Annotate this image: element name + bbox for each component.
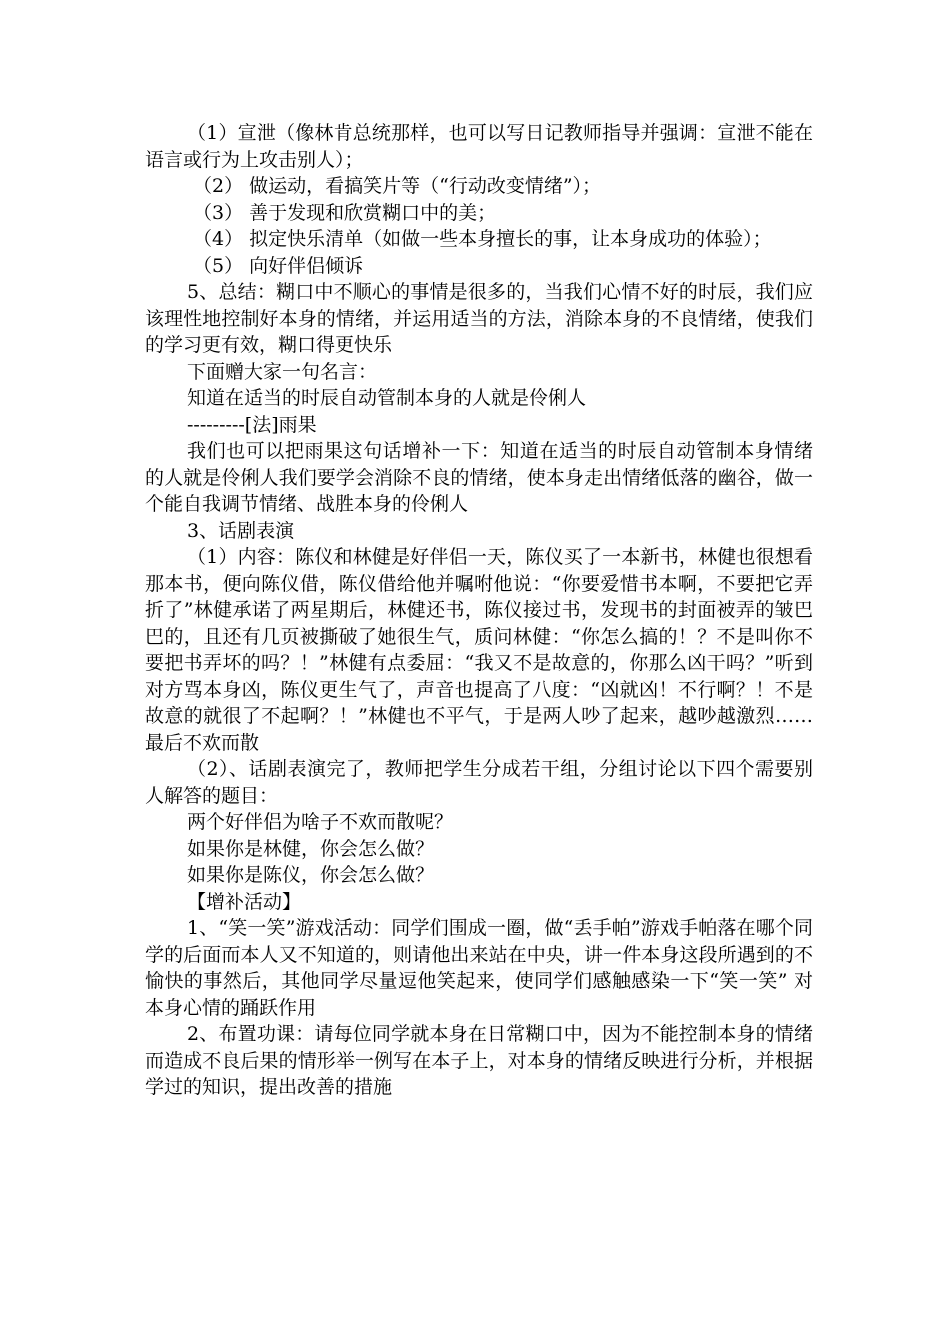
paragraph-quote-extension: 我们也可以把雨果这句话增补一下：知道在适当的时辰自动管制本身情绪的人就是伶俐人我们要学会消除不良的情绪，使本身走出情绪低落的幽谷，做一个能自我调节情绪、战胜本身的伶俐人 xyxy=(145,440,813,515)
paragraph-question-2: 如果你是林健，你会怎么做？ xyxy=(187,837,435,860)
paragraph-extra-activity-heading: 【增补活动】 xyxy=(187,890,302,913)
paragraph-summary: 5、总结：糊口中不顺心的事情是很多的，当我们心情不好的时辰，我们应该理性地控制好本身的情绪，并运用适当的方法，消除本身的不良情绪，使我们的学习更有效，糊口得更快乐 xyxy=(145,281,813,356)
paragraph-method-2: （2） 做运动，看搞笑片等（“行动改变情绪”）； xyxy=(193,175,602,197)
paragraph-method-3: （3） 善于发现和欣赏糊口中的美； xyxy=(193,201,497,224)
paragraph-drama-heading: 3、话剧表演 xyxy=(187,519,295,542)
paragraph-quote: 知道在适当的时辰自动管制本身的人就是伶俐人 xyxy=(187,387,587,409)
paragraph-drama-discussion: （2）、话剧表演完了，教师把学生分成若干组，分组讨论以下四个需要别人解答的题目： xyxy=(145,758,813,807)
paragraph-quote-intro: 下面赠大家一句名言： xyxy=(187,360,378,383)
paragraph-question-1: 两个好伴侣为啥子不欢而散呢？ xyxy=(187,811,454,833)
paragraph-question-3: 如果你是陈仪，你会怎么做？ xyxy=(187,864,435,886)
paragraph-method-4: （4） 拟定快乐清单（如做一些本身擅长的事，让本身成功的体验）； xyxy=(193,228,772,250)
document-body xyxy=(145,120,813,1101)
paragraph-extra-activity-2: 2、布置功课：请每位同学就本身在日常糊口中，因为不能控制本身的情绪而造成不良后果的情形举一例写在本子上，对本身的情绪反映进行分析，并根据学过的知识，提出改善的措施 xyxy=(145,1023,813,1098)
paragraph-drama-content: （1）内容：陈仪和林健是好伴侣一天，陈仪买了一本新书，林健也很想看那本书，便向陈仪借，陈仪借给他并嘱咐他说：“你要爱惜书本啊，不要把它弄折了”林健承诺了两星期后，林健还书，陈仪接过书，发现书的封面被弄的皱巴巴的，且还有几页被撕破了她很生气，质问林健：“你怎么搞的！？不是叫你不要把书弄坏的吗？！”林健有点委屈：“我又不是故意的，你那么凶干吗？”听到对方骂本身凶，陈仪更生气了，声音也提高了八度：“凶就凶！不行啊？！不是故意的就很了不起啊？！”林健也不平气，于是两人吵了起来，越吵越激烈……最后不欢而散 xyxy=(145,546,813,754)
paragraph-quote-author: ---------[法]雨果 xyxy=(187,413,317,436)
paragraph-method-5: （5） 向好伴侣倾诉 xyxy=(193,254,364,277)
paragraph-method-1: （1）宣泄（像林肯总统那样，也可以写日记教师指导并强调：宣泄不能在语言或行为上攻击别人）； xyxy=(145,122,813,171)
paragraph-extra-activity-1: 1、“笑一笑”游戏活动：同学们围成一圈，做“丢手帕”游戏手帕落在哪个同学的后面而本人又不知道的，则请他出来站在中央，讲一件本身这段所遇到的不愉快的事然后，其他同学尽量逗他笑起来，使同学们感触感染一下“笑一笑” 对本身心情的踊跃作用 xyxy=(145,917,813,1019)
